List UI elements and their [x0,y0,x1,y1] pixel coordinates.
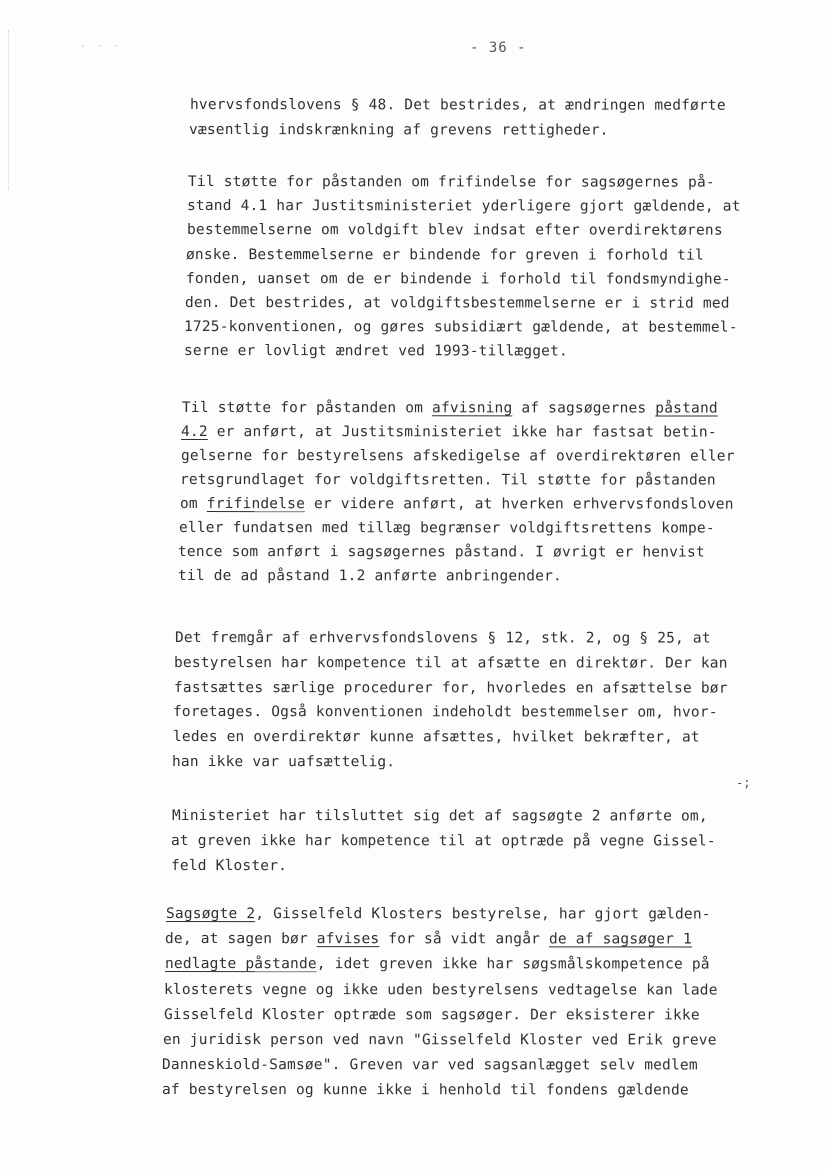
text-segment: om [179,496,207,513]
text-segment: Til støtte for påstanden om frifindelse for sagsøgernes på- [187,174,715,191]
underlined-text: de af sagsøger 1 [549,931,693,948]
page-number: - 36 - [470,40,527,56]
text-segment: er anført, at Justitsministeriet ikke har fastsat betin- [208,424,718,441]
text-segment: gelserne for bestyrelsens afskedigelse af overdirektøren eller [180,448,735,465]
text-line [190,95,726,116]
underlined-text: afvisning [432,400,513,417]
text-line [181,422,717,443]
text-segment: , idet greven ikke har søgsmålskompetence på [316,956,710,973]
text-line [187,196,741,217]
underlined-text: afvises [317,931,380,948]
text-segment: fonden, uanset om de er bindende i forhold til fondsmyndighe- [185,270,731,288]
underlined-text: nedlagte påstande [164,956,317,973]
text-line [172,752,395,772]
text-line [181,446,735,467]
text-segment: foretages. Også konventionen indeholdt bestemmelser om, hvor- [173,704,718,721]
text-line [189,120,609,141]
text-segment: af bestyrelsen og kunne ikke i henhold til fondens gældende [161,1082,689,1099]
text-line [178,542,705,563]
text-line [172,806,708,826]
text-segment: Danneskiold-Samsøe". Greven var ved sagsanlægget selv medlem [162,1057,699,1074]
text-line [174,678,728,699]
text-line [162,1055,698,1075]
text-line [173,727,700,748]
text-segment: eller fundatsen med tillæg begrænser voldgiftsrettens kompe- [178,520,715,537]
text-segment: Til støtte for påstanden om [181,400,433,417]
text-segment: , Gisselfeld Klosters bestyrelse, har gjort gælden- [255,906,711,923]
text-line [182,398,718,419]
scan-noise-marks: · · · [80,42,123,52]
underlined-text: 4.2 [181,424,209,441]
text-segment: Ministeriet har tilsluttet sig det af sagsøgte 2 anførte om, [171,808,708,825]
text-line [188,172,715,193]
stray-mark: -; [736,776,751,790]
text-segment: hvervsfondslovens § 48. Det bestrides, at ændringen medførte [189,97,726,114]
text-segment: den. Det bestrides, at voldgiftsbestemmelserne er i strid med [184,295,730,312]
text-segment: retsgrundlaget for voldgiftsretten. Til støtte for påstanden [180,472,716,489]
text-segment: Gisselfeld Kloster optræde som sagsøger. Der eksisterer ikke [163,1006,700,1024]
scan-edge-marks [8,30,15,190]
text-segment: 1725-konventionen, og gøres subsidiært gældende, at bestemmel- [184,319,739,336]
text-segment: væsentlig indskrænkning af grevens rettigheder. [189,121,610,139]
text-line [162,1080,689,1100]
text-segment: feld Kloster. [170,858,287,875]
text-line [178,566,562,586]
underlined-text: påstand [655,400,718,417]
text-segment: bestemmelserne om voldgift blev indsat efter overdirektørens [186,222,723,240]
text-segment: Det fremgår af erhvervsfondslovens § 12, stk. 2, og § 25, at [174,630,711,647]
text-segment: til de ad påstand 1.2 anførte anbringender. [177,568,562,585]
text-segment: ledes en overdirektør kunne afsættes, hvilket bekræfter, at [172,729,700,746]
text-line [179,518,715,539]
text-line [184,317,738,338]
text-segment: er videre anført, at hverken erhvervsfondsloven [304,496,734,513]
text-segment: af sagsøgernes [512,400,656,417]
text-line [180,470,716,491]
text-line [166,904,711,924]
text-line [164,980,718,1000]
text-line [171,856,287,876]
text-segment: ønske. Bestemmelserne er bindende for greven i forhold til [186,246,705,264]
text-segment: klosterets vegne og ikke uden bestyrelsens vedtagelse kan lade [164,981,718,999]
text-segment: bestyrelsen har kompetence til at afsætte en direktør. Der kan [174,654,729,672]
text-segment: at greven ikke har kompetence til at optræde på vegne Gissel- [171,833,717,850]
text-line [185,293,730,314]
text-segment: fastsættes særlige procedurer for, hvorledes en afsættelse bør [173,679,728,697]
text-line [186,245,704,266]
text-line [187,220,723,241]
text-segment: han ikke var uafsættelig. [171,754,396,771]
underlined-text: Sagsøgte 2 [165,906,256,923]
text-line [171,831,716,851]
text-segment: stand 4.1 har Justitsministeriet yderligere gjort gældende, at [187,198,742,215]
text-line [164,1005,700,1025]
text-segment: en juridisk person ved navn "Gisselfeld Kloster ved Erik greve [162,1032,717,1049]
text-line [163,1030,717,1050]
text-segment: tence som anført i sagsøgernes påstand. I øvrigt er henvist [178,544,706,561]
text-line [175,628,711,649]
text-line [180,494,734,515]
text-segment: for så vidt angår [379,931,550,948]
text-segment: serne er lovligt ændret ved 1993-tillægget. [183,343,568,360]
text-segment: de, at sagen bør [165,931,318,948]
text-line [186,269,731,290]
text-line [165,929,692,949]
text-line [174,653,728,674]
underlined-text: frifindelse [206,496,305,513]
text-line [173,702,718,723]
text-line [184,341,568,361]
text-line [165,954,710,974]
